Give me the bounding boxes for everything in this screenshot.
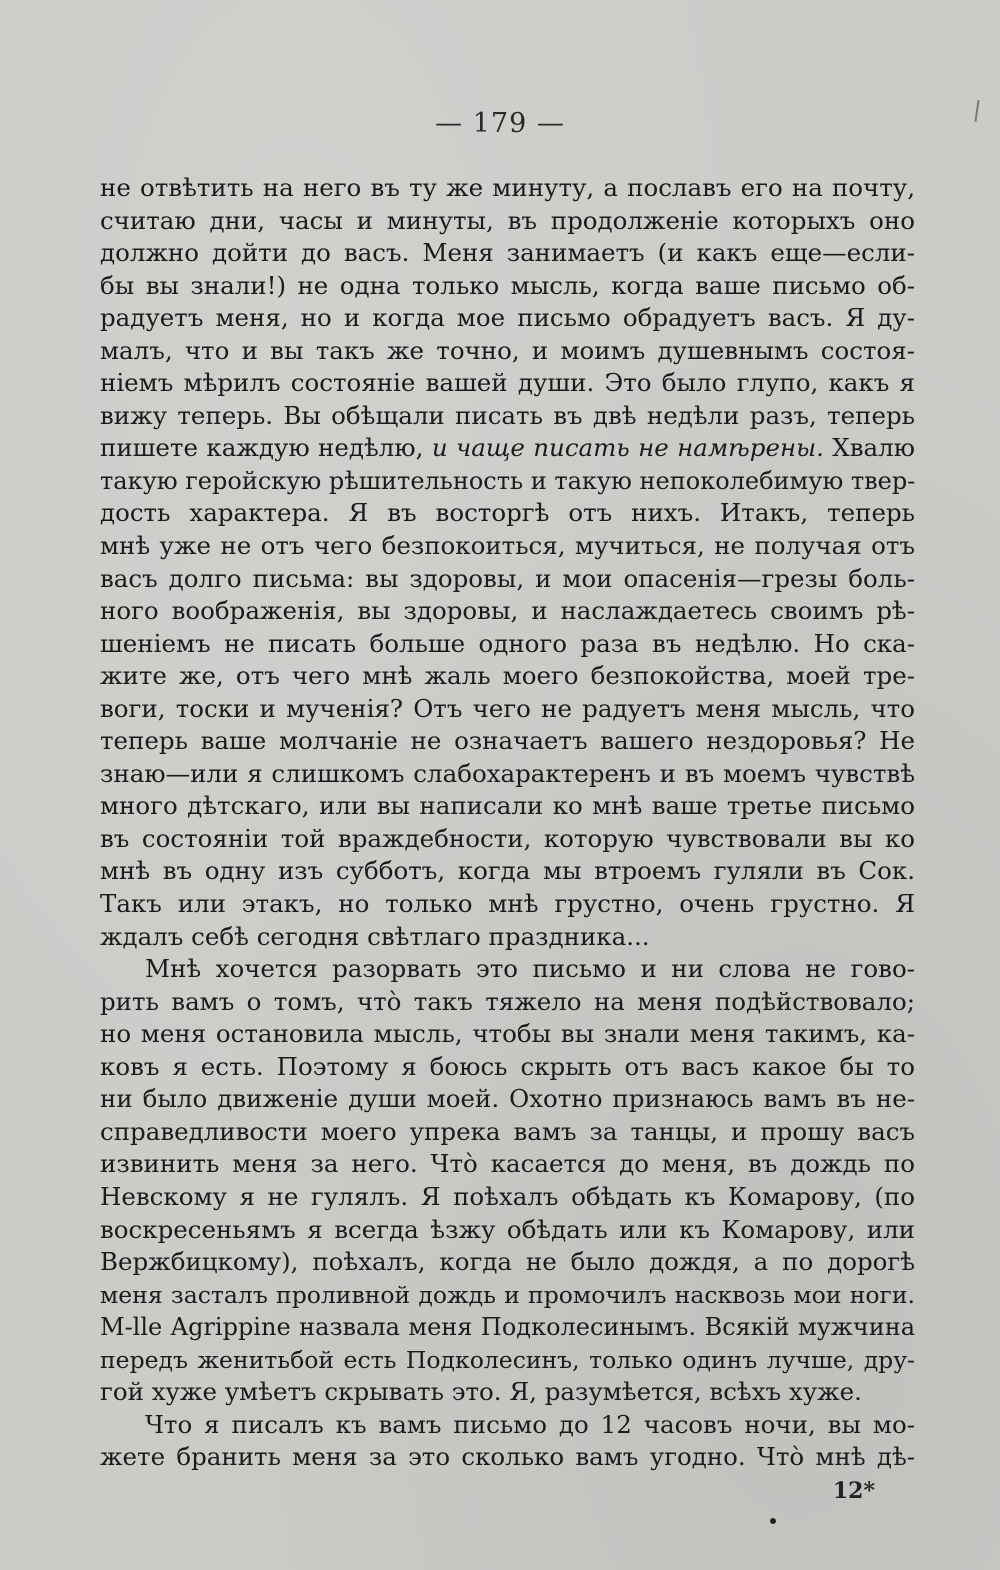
- line-text: васъ долго письма: вы здоровы, и мои опасенія—грезы боль-: [100, 563, 915, 593]
- text-line: [100, 1181, 915, 1214]
- line-text: пишете каждую недѣлю,: [100, 433, 432, 463]
- text-line: [100, 1116, 915, 1149]
- text-line: [100, 953, 915, 986]
- line-text: теперь ваше молчаніе не означаетъ вашего нездоровья? Не: [100, 726, 915, 756]
- text-line: [100, 823, 915, 856]
- page-number: — 179 —: [435, 108, 565, 139]
- line-text: Мнѣ хочется разорвать это письмо и ни слова не гово-: [145, 954, 915, 984]
- text-line: [100, 628, 915, 661]
- text-line: [100, 1148, 915, 1181]
- text-line: [100, 400, 915, 433]
- line-text: ніемъ мѣрилъ состояніе вашей души. Это было глупо, какъ я: [100, 368, 915, 398]
- text-line: [100, 790, 915, 823]
- line-text: Вержбицкому), поѣхалъ, когда не было дождя, а по дорогѣ: [100, 1247, 915, 1277]
- line-text: мнѣ уже не отъ чего безпокоиться, мучиться, не получая отъ: [100, 531, 915, 561]
- text-line: [100, 497, 915, 530]
- line-text: Такъ или этакъ, но только мнѣ грустно, очень грустно. Я: [100, 889, 915, 919]
- text-line: [100, 1279, 915, 1312]
- text-line: [100, 1376, 915, 1409]
- text-line: [100, 660, 915, 693]
- line-text: вижу теперь. Вы обѣщали писать въ двѣ недѣли разъ, теперь: [100, 400, 915, 430]
- text-line: [100, 302, 915, 335]
- text-line: [100, 1051, 915, 1084]
- line-text: шеніемъ не писать больше одного раза въ недѣлю. Но ска-: [100, 628, 915, 658]
- text-line: [100, 237, 915, 270]
- text-line: [100, 1246, 915, 1279]
- text-line: [100, 725, 915, 758]
- line-text: дость характера. Я въ восторгѣ отъ нихъ. Итакъ, теперь: [100, 498, 915, 528]
- line-text: но меня остановила мысль, чтобы вы знали меня такимъ, ка-: [100, 1019, 915, 1049]
- text-line: [100, 1409, 915, 1442]
- line-text: жите же, отъ чего мнѣ жаль моего безпокойства, моей тре-: [100, 661, 915, 691]
- text-line: [100, 270, 915, 303]
- line-text: мнѣ въ одну изъ субботъ, когда мы втроемъ гуляли въ Сок.: [100, 856, 915, 886]
- ink-dot: [770, 1518, 776, 1524]
- text-line: [100, 595, 915, 628]
- text-line: [100, 1441, 915, 1474]
- body-text: [100, 172, 915, 1474]
- text-line: [100, 758, 915, 791]
- text-line: [100, 888, 915, 921]
- line-text: воги, тоски и мученія? Отъ чего не радуетъ меня мысль, что: [100, 693, 915, 723]
- line-text: ного воображенія, вы здоровы, и наслаждаетесь своимъ рѣ-: [100, 596, 915, 626]
- line-text: Невскому я не гулялъ. Я поѣхалъ обѣдать къ Комарову, (по: [100, 1181, 915, 1211]
- line-text: передъ женитьбой есть Подколесинъ, только одинъ лучше, дру-: [100, 1345, 915, 1374]
- text-line: [100, 563, 915, 596]
- text-line: [100, 530, 915, 563]
- text-line: [100, 986, 915, 1019]
- signature-mark: 12*: [832, 1478, 875, 1504]
- text-line: [100, 921, 915, 954]
- line-text: малъ, что и вы такъ же точно, и моимъ душевнымъ состоя-: [100, 335, 915, 365]
- line-text: ни было движеніе души моей. Охотно признаюсь вамъ въ не-: [100, 1084, 915, 1114]
- line-text: считаю дни, часы и минуты, въ продолженіе которыхъ оно: [100, 205, 915, 235]
- line-text: въ состояніи той враждебности, которую чувствовали вы ко: [100, 823, 915, 853]
- text-line: [100, 1214, 915, 1247]
- text-line: [100, 367, 915, 400]
- line-text: ждалъ себѣ сегодня свѣтлаго праздника...: [100, 921, 650, 951]
- line-text: радуетъ меня, но и когда мое письмо обрадуетъ васъ. Я ду-: [100, 303, 915, 333]
- line-text: ковъ я есть. Поэтому я боюсь скрыть отъ васъ какое бы то: [100, 1051, 915, 1081]
- text-line: [100, 465, 915, 498]
- line-text: много дѣтскаго, или вы написали ко мнѣ ваше третье письмо: [100, 791, 915, 821]
- text-line: [100, 855, 915, 888]
- line-text: знаю—или я слишкомъ слабохарактеренъ и въ моемъ чувствѣ: [100, 758, 915, 788]
- text-line: [100, 172, 915, 205]
- text-line: [100, 693, 915, 726]
- line-text: извинить меня за него. Что̀ касается до меня, въ дождь по: [100, 1149, 915, 1179]
- text-line: [100, 1344, 915, 1377]
- text-line: [100, 205, 915, 238]
- line-text: жете бранить меня за это сколько вамъ угодно. Что̀ мнѣ дѣ-: [100, 1442, 915, 1472]
- line-text: меня засталъ проливной дождь и промочилъ насквозь мои ноги.: [100, 1280, 915, 1309]
- line-text: Что я писалъ къ вамъ письмо до 12 часовъ ночи, вы мо-: [145, 1409, 915, 1439]
- line-text: воскресеньямъ я всегда ѣзжу обѣдать или къ Комарову, или: [100, 1214, 915, 1244]
- line-text: гой хуже умѣетъ скрывать это. Я, разумѣется, всѣхъ хуже.: [100, 1377, 862, 1407]
- line-italic-text: и чаще писать не намѣрены.: [431, 433, 824, 463]
- text-line: [100, 1018, 915, 1051]
- text-line: [100, 1311, 915, 1344]
- line-text: такую геройскую рѣшительность и такую непоколебимую твер-: [100, 466, 915, 495]
- line-after-text: Хвалю: [823, 433, 915, 463]
- text-line: [100, 335, 915, 368]
- text-line: [100, 1083, 915, 1116]
- text-line: [100, 432, 915, 465]
- line-text: M-lle Agrippine назвала меня Подколесинымъ. Всякій мужчина: [100, 1313, 915, 1342]
- line-text: должно дойти до васъ. Меня занимаетъ (и какъ еще—если-: [100, 238, 915, 268]
- line-text: справедливости моего упрека вамъ за танцы, и прошу васъ: [100, 1116, 915, 1146]
- line-text: не отвѣтить на него въ ту же минуту, а пославъ его на почту,: [100, 173, 915, 202]
- line-text: рить вамъ о томъ, что̀ такъ тяжело на меня подѣйствовало;: [100, 986, 915, 1016]
- line-text: бы вы знали!) не одна только мысль, когда ваше письмо об-: [100, 270, 915, 300]
